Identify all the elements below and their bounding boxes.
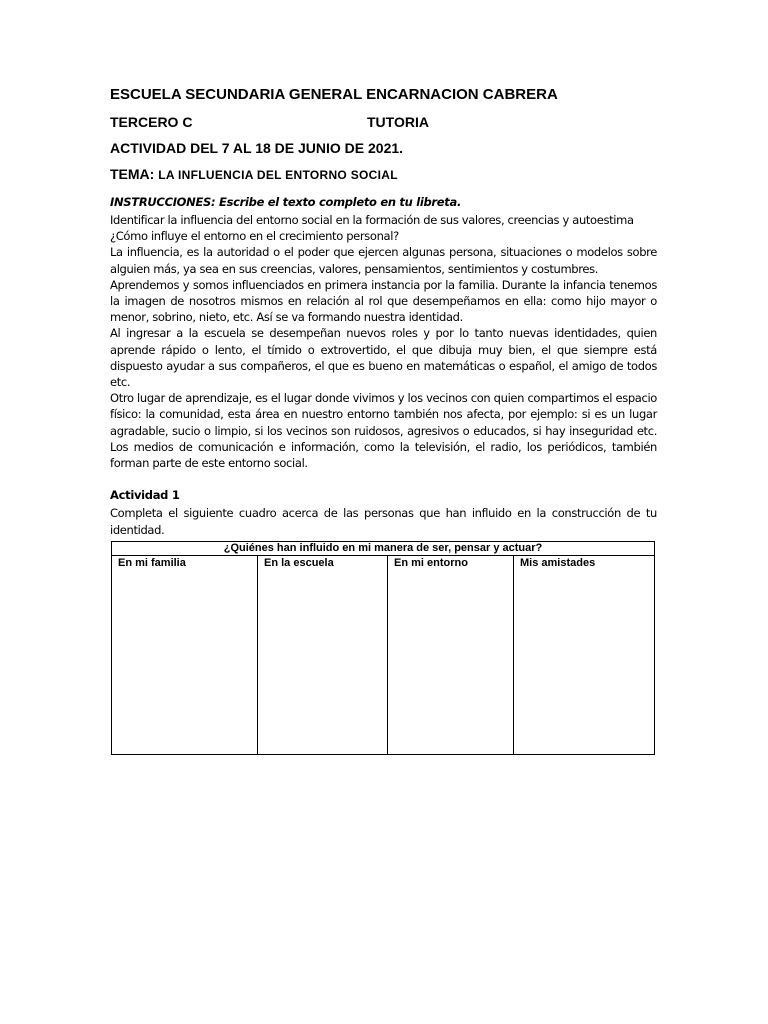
table-column-friends [514, 556, 654, 754]
table-column-school [258, 556, 388, 754]
table-column-family [112, 556, 258, 754]
topic-heading [110, 166, 398, 182]
column-header: En mi familia [118, 557, 186, 569]
column-header: En mi entorno [394, 557, 468, 569]
paragraph: Otro lugar de aprendizaje, es el lugar donde vivimos y los vecinos con quien compartimos el espacio físico: la comunidad, esta área en nuestro entorno también nos afecta, por ejemplo: si es un lugar agradable, sucio o limpio, si los vecinos son ruidosos, agresivos o educados, si hay inseguridad etc. Los medios de comunicación e información, como la televisión, el radio, los periódicos, también forman parte de este entorno social. [110, 391, 657, 471]
school-title: ESCUELA SECUNDARIA GENERAL ENCARNACION CABRERA [110, 86, 558, 103]
table-column-environment [388, 556, 514, 754]
paragraph: Al ingresar a la escuela se desempeñan nuevos roles y por lo tanto nuevas identidades, quien aprende rápido o lento, el tímido o extrovertido, el que dibuja muy bien, el que siempre está dispuesto ayudar a sus compañeros, el que es bueno en matemáticas o español, el amigo de todos etc. [110, 326, 657, 390]
topic-value: LA INFLUENCIA DEL ENTORNO SOCIAL [158, 168, 398, 182]
paragraph: La influencia, es la autoridad o el poder que ejercen algunas persona, situaciones o modelos sobre alguien más, ya sea en sus creencias, valores, pensamientos, sentimientos y costumbres. [110, 245, 657, 276]
topic-label: TEMA: [110, 166, 159, 182]
instructions: INSTRUCCIONES: Escribe el texto completo en tu libreta. [110, 195, 462, 209]
activity-title: Actividad 1 [110, 488, 180, 502]
body-text [110, 212, 657, 471]
activity-text: Completa el siguiente cuadro acerca de las personas que han influido en la construcción de tu identidad. [110, 506, 657, 537]
paragraph: Identificar la influencia del entorno social en la formación de sus valores, creencias y autoestima [110, 213, 634, 227]
column-header: Mis amistades [520, 557, 596, 569]
influence-table [111, 541, 655, 755]
paragraph: ¿Cómo influye el entorno en el crecimiento personal? [110, 229, 399, 244]
subject-label: TUTORIA [367, 114, 429, 130]
grade-label: TERCERO C [110, 114, 193, 130]
table-header: ¿Quiénes han influido en mi manera de ser, pensar y actuar? [112, 542, 654, 556]
column-header: En la escuela [264, 557, 334, 569]
activity-dates: ACTIVIDAD DEL 7 AL 18 DE JUNIO DE 2021. [110, 140, 404, 156]
paragraph: Aprendemos y somos influenciados en primera instancia por la familia. Durante la infancia tenemos la imagen de nosotros mismos en relación al rol que desempeñamos en ella: como hijo mayor o menor, sobrino, nieto, etc. Así se va formando nuestra identidad. [110, 277, 657, 325]
